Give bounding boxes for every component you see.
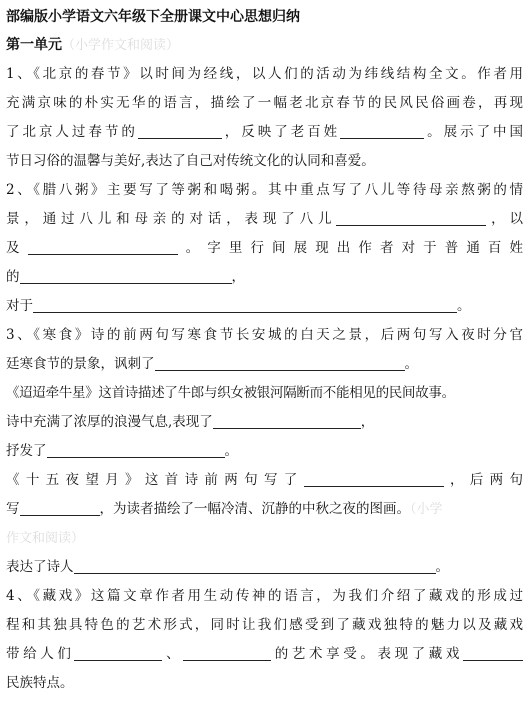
fill-blank[interactable]	[138, 122, 222, 139]
watermark: （小学作文和阅读）	[62, 38, 180, 53]
paragraph-line: 廷寒食节的景象，讽刺了 。	[6, 356, 418, 372]
paragraph-line: 的 ，	[6, 269, 245, 285]
fill-blank[interactable]	[74, 557, 436, 574]
fill-blank[interactable]	[213, 412, 361, 429]
fill-blank[interactable]	[33, 296, 457, 313]
paragraph-line: 了北京人过春节的 ，反映了老百姓 。展示了中国	[6, 124, 523, 140]
unit-heading	[6, 30, 523, 60]
fill-blank[interactable]	[28, 238, 178, 255]
paragraph-line: 抒发了 。	[6, 443, 238, 459]
paragraph-line: 4、《藏戏》这篇文章作者用生动传神的语言，为我们介绍了藏戏的形成过	[6, 588, 523, 604]
paragraph-line: 民族特点。	[6, 675, 74, 691]
paragraph-line: 景，通过八儿和母亲的对话，表现了八儿 ，以	[6, 211, 523, 227]
fill-blank[interactable]	[155, 354, 405, 371]
paragraph-line: 及 。字里行间展现出作者对于普通百姓	[6, 240, 523, 256]
paragraph-line: 节日习俗的温馨与美好,表达了自己对传统文化的认同和喜爱。	[6, 153, 375, 169]
paragraph-line: 2、《腊八粥》主要写了等粥和喝粥。其中重点写了八儿等待母亲熬粥的情	[6, 182, 523, 198]
paragraph-line: 带给人们 、 的艺术享受。表现了藏戏	[6, 640, 523, 669]
paragraph-line: 《十五夜望月》这首诗前两句写了 ，后两句	[6, 472, 523, 488]
paragraph-line: 3、《寒食》诗的前两句写寒食节长安城的白天之景，后两句写入夜时分官	[6, 327, 523, 343]
fill-blank[interactable]	[463, 644, 523, 661]
fill-blank[interactable]	[47, 441, 225, 458]
watermark: （小学	[410, 502, 443, 517]
fill-blank[interactable]	[74, 644, 162, 661]
fill-blank[interactable]	[183, 644, 271, 661]
paragraph-line: 《迢迢牵牛星》这首诗描述了牛郎与织女被银河隔断而不能相见的民间故事。	[6, 385, 455, 401]
fill-blank[interactable]	[20, 499, 100, 516]
fill-blank[interactable]	[304, 470, 444, 487]
paragraph-line: 写 ，为读者描绘了一幅冷清、沉静的中秋之夜的图画。（小学	[6, 501, 443, 517]
page-title: 部编版小学语文六年级下全册课文中心思想归纳	[6, 9, 300, 25]
document	[6, 4, 523, 698]
fill-blank[interactable]	[340, 122, 424, 139]
paragraph-line: 表达了诗人 。	[6, 559, 449, 575]
paragraph-line	[6, 524, 523, 553]
fill-blank[interactable]	[20, 267, 232, 284]
unit-title: 第一单元	[6, 37, 62, 53]
watermark: 作文和阅读）	[6, 531, 85, 546]
paragraph-line: 程和其独具特色的艺术形式，同时让我们感受到了藏戏独特的魅力以及藏戏	[6, 617, 523, 633]
paragraph-line: 1、《北京的春节》以时间为经线，以人们的活动为纬线结构全文。作者用	[6, 66, 523, 82]
paragraph-line: 对于 。	[6, 298, 471, 314]
fill-blank[interactable]	[336, 209, 486, 226]
paragraph-line: 充满京味的朴实无华的语言，描绘了一幅老北京春节的民风民俗画卷，再现	[6, 95, 523, 111]
paragraph-line: 诗中充满了浓厚的浪漫气息,表现了 ，	[6, 414, 375, 430]
